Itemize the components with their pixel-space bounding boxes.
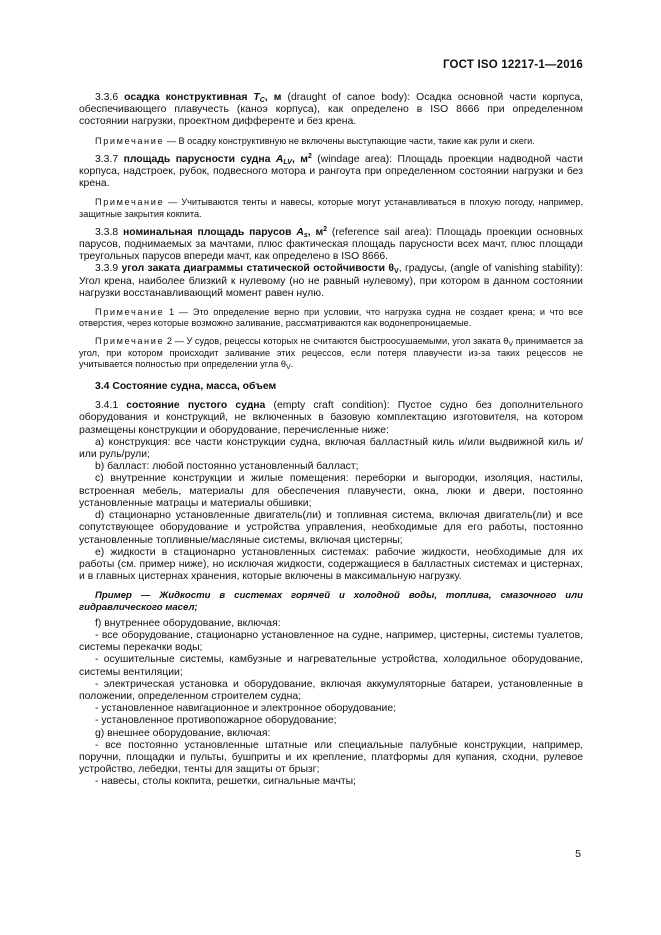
page-number: 5: [575, 848, 581, 860]
term: угол заката диаграммы статической остойчивости: [121, 263, 386, 275]
definition-3-3-6: 3.3.6 осадка конструктивная $T_C$, м (draught of canoe body): Осадка основной части корпуса, обеспечивающего плавучесть (каноэ корпуса), как определено в ISO 8666 при определенном состоянии нагрузки, проектном дифференте и без крена.: [79, 92, 583, 128]
definition-3-3-7: 3.3.7 площадь парусности судна $A_{LV}$, $м^2$ (windage area): Площадь проекции надводной части корпуса, надстроек, рубок, подвесного мотора и рангоута при определенном состоянии нагрузки и без крена.: [79, 152, 583, 190]
list-item-d: d) стационарно установленные двигатель(ли) и топливная система, включая двигатель(ли) и все сопутствующее оборудование и устройства управления, необходимые для его работы, постоянно установленные топливные/масляные системы, включая цистерны;: [79, 510, 583, 546]
term: состояние пустого судна: [126, 400, 266, 412]
definition-text: (empty craft condition): Пустое судно без дополнительного оборудования и конструкций, не включенных в базовую комплектацию изготовителя, на котором размещены конструкции и оборудование, перечисленные ниже:: [79, 400, 583, 436]
clause-number: 3.3.8: [95, 226, 119, 238]
note-3-3-9-1: Примечание 1 — Это определение верно при условии, что нагрузка судна не создает крена; и что все отверстия, через которые возможно заливание, рассматриваются как водонепроницаемые.: [79, 307, 583, 329]
sub-item-f2: - осушительные системы, камбузные и нагревательные устройства, холодильное оборудование, системы вентиляции;: [79, 654, 583, 678]
term: номинальная площадь парусов: [122, 226, 292, 238]
sub-item-f5: - установленное противопожарное оборудование;: [95, 715, 337, 727]
list-item-e: e) жидкости в стационарно установленных системах: рабочие жидкости, необходимые для их работы (см. пример ниже), но исключая жидкости, содержащиеся в балластных системах и цистернах, и в главных цистернах хранения, которые включены в максимальную нагрузку.: [79, 546, 583, 583]
sub-item-g2: - навесы, столы кокпита, решетки, сигнальные мачты;: [95, 776, 356, 788]
definition-3-3-8: 3.3.8 номинальная площадь парусов $A_s$, $м^2$ (reference sail area): Площадь проекции основных парусов, поднимаемых за мачтами, плюс фактическая площадь парусности всех мачт, плюс площади треугольных парусов впереди мачт, как определено в ISO 8666.: [79, 225, 583, 263]
document-body: [79, 92, 583, 789]
sub-item-f1: - все оборудование, стационарно установленное на судне, например, цистерны, системы туалетов, системы перекачки воды;: [79, 629, 583, 654]
sub-item-g1: - все постоянно установленные штатные или специальные палубные конструкции, например, поручни, площадки и пульты, бушприты и их крепление, платформы для купания, сходни, рулевое устройство, лебедки, тенты для защиты от брызг;: [79, 739, 583, 776]
note-3-3-7: Примечание — Учитываются тенты и навесы, которые могут устанавливаться в плохую погоду, например, защитные закрытия кокпита.: [79, 197, 583, 219]
symbol: A: [296, 226, 304, 238]
note-label: Примечание: [95, 307, 165, 318]
list-item-c: c) внутренние конструкции и жилые помещения: переборки и выгородки, изоляция, настилы, встроенная мебель, материалы для обеспечения плавучести, окна, люки и двери, постоянно установленные матрацы и материалы обшивки;: [79, 473, 583, 509]
sub-item-f4: - установленное навигационное и электронное оборудование;: [95, 703, 396, 715]
term: площадь парусности судна: [123, 153, 271, 165]
clause-number: 3.4.1: [95, 400, 119, 412]
definition-text: , градусы, (angle of vanishing stability): Угол крена, наиболее близкий к нулевому (но не равный нулевому), при котором в данном состоянии нагрузки восстанавливающий момент равен нулю.: [79, 263, 583, 299]
clause-number: 3.3.7: [95, 153, 119, 165]
symbol: T: [253, 92, 260, 103]
section-heading-3-4: 3.4 Состояние судна, масса, объем: [95, 381, 277, 393]
term: осадка конструктивная: [124, 92, 248, 103]
document-header: ГОСТ ISO 12217-1—2016: [442, 59, 583, 71]
definition-text: (windage area): Площадь проекции надводной части корпуса, надстроек, рубок, подвесного мотора и рангоута при определенном состоянии нагрузки и без крена.: [79, 153, 583, 190]
note-label: Примечание: [95, 135, 165, 146]
definition-3-3-9: 3.3.9 угол заката диаграммы статической остойчивости $\theta_V$, градусы, (angle of vanishing stability): Угол крена, наиболее близкий к нулевому (но не равный нулевому), при котором в данном состоянии нагрузки восстанавливающий момент равен нулю.: [79, 263, 583, 299]
list-item-a: a) конструкция: все части конструкции судна, включая балластный киль и/или выдвижной киль и/или руль/рули;: [79, 436, 583, 461]
definition-text: (draught of canoe body): Осадка основной части корпуса, обеспечивающего плавучесть (каноэ корпуса), как определено в ISO 8666 при определенном состоянии нагрузки, проектном дифференте и без крена.: [79, 92, 583, 128]
definition-text: (reference sail area): Площадь проекции основных парусов, поднимаемых за мачтами, плюс фактическая площадь парусности всех мачт, плюс площади треугольных парусов впереди мачт, как определено в ISO 8666.: [79, 226, 583, 263]
list-item-b: b) балласт: любой постоянно установленный балласт;: [95, 461, 359, 473]
symbol: θ: [388, 263, 395, 275]
note-label: Примечание: [95, 197, 165, 208]
list-item-g: g) внешнее оборудование, включая:: [95, 727, 271, 739]
definition-3-4-1: [79, 400, 583, 437]
clause-number: 3.3.6: [95, 92, 119, 103]
note-3-3-9-2: Примечание 2 — У судов, рецессы которых не считаются быстроосушаемыми, угол заката $\theta_V$ принимается за угол, при котором происходит заливание этих рецессов, если потеря плавучести из-за таких рецессов не учитывается полностью при определении угла $\theta_V$.: [79, 336, 583, 371]
example: Пример — Жидкости в системах горячей и холодной воды, топлива, смазочного или гидравлического масел;: [79, 590, 583, 613]
symbol: A: [275, 153, 284, 165]
clause-number: 3.3.9: [95, 263, 119, 275]
list-item-f: f) внутреннее оборудование, включая:: [95, 617, 281, 629]
note-label: Примечание: [95, 336, 165, 347]
note-3-3-6: Примечание — В осадку конструктивную не включены выступающие части, такие как рули и скеги.: [95, 135, 535, 146]
sub-item-f3: - электрическая установка и оборудование, включая аккумуляторные батареи, установленные в положении, определенном строителем судна;: [79, 678, 583, 702]
